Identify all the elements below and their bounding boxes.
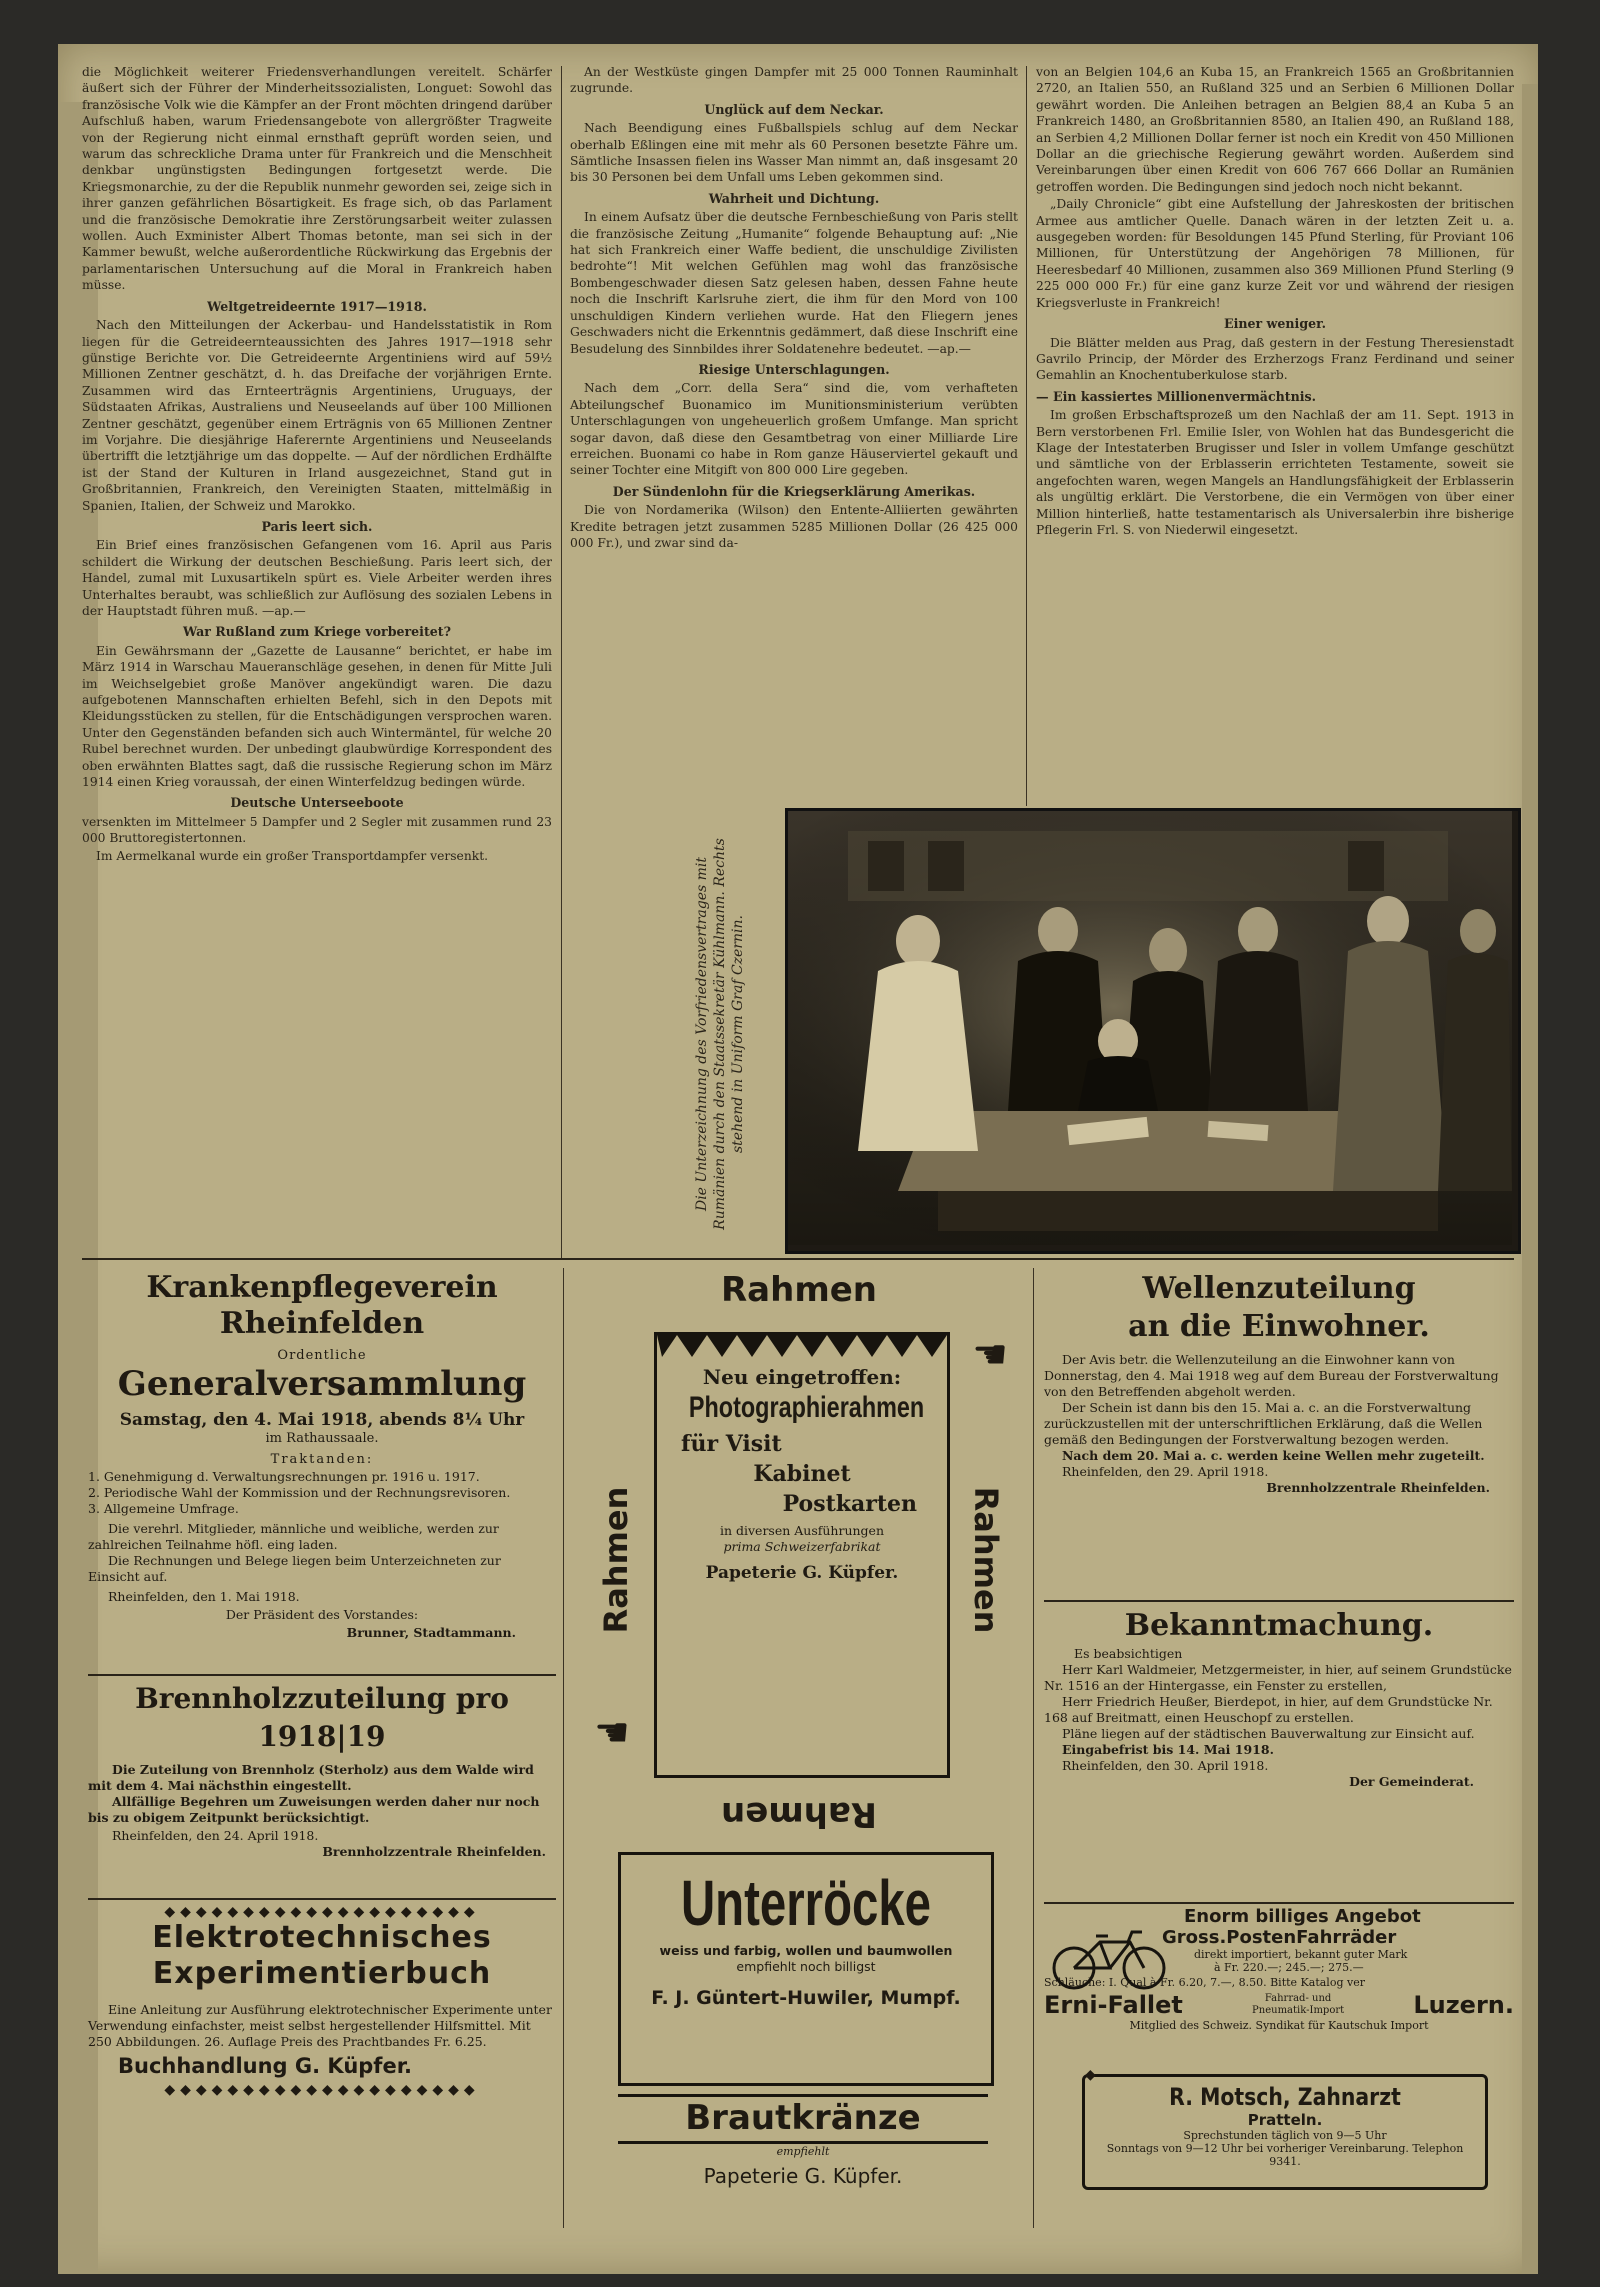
ad-text: à Fr. 220.—; 245.—; 275.— (1214, 1961, 1364, 1974)
ad-shop: Papeterie G. Küpfer. (703, 2164, 903, 2188)
ad-brautkraenze (618, 2094, 988, 2206)
ad-text: Die Zuteilung von Brennholz (Sterholz) aus dem Walde wird mit dem 4. Mai nächsthin eingestellt. (88, 1762, 534, 1793)
photo-caption-text: Die Unterzeichnung des Vorfriedensvertrages mit Rumänien durch den Staatssekretär Kühlmann. Rechts stehend in Uniform Graf Czernin. (694, 838, 746, 1230)
ad-subtitle: Ordentliche (277, 1348, 367, 1363)
article-paragraph: von an Belgien 104,6 an Kuba 15, an Frankreich 1565 an Großbritannien 2720, an Italien 550, an Rußland 325 und an Serbien 6 Millionen Dollar gewährt worden. Die Anleihen betragen an Belgien 88,4 an Kuba 5 an Frankreich 1480, an Großbritannien 8580, an Italien 490, an Rußland 188, an Serbien 4,2 Millionen Dollar ferner ist noch ein Kredit von 450 Millionen Dollar an die griechische Regierung gewährt worden. Außerdem sind Vereinbarungen über einen Kredit von 606 767 666 Dollar an Rumänien getroffen worden. Die Bedingungen sind jedoch noch nicht bekannt. (1036, 65, 1514, 194)
ad-title: Elektrotechnisches (152, 1920, 492, 1955)
section-rule (82, 1258, 1514, 1260)
article-paragraph: Ein Brief eines französischen Gefangenen vom 16. April aus Paris schildert die Wirkung der deutschen Beschießung. Paris leert sich, der Handel, zumal mit Luxusartikeln spürt es. Viele Arbeiter werden ihres Unterhaltes beraubt, was schließlich zur Auflösung des sozialen Lebens in der Hauptstadt führen muß. —ap.— (82, 538, 552, 618)
ad-rahmen-left: Rahmen (597, 1486, 635, 1634)
article-paragraph: Die von Nordamerika (Wilson) den Entente-Alliierten gewährten Kredite betragen jetzt zusammen 5285 Millionen Dollar (26 425 000 000 Fr.), und zwar sind da- (570, 503, 1018, 550)
ad-text: Mitglied des Schweiz. Syndikat für Kautschuk Import (1129, 2019, 1429, 2032)
article-heading: Wahrheit und Dichtung. (708, 190, 880, 206)
ad-dateline: Rheinfelden, den 29. April 1918. (1062, 1464, 1269, 1479)
ad-dateline: Rheinfelden, den 30. April 1918. (1062, 1758, 1269, 1773)
ad-list-item: 2. Periodische Wahl der Kommission und der Rechnungsrevisoren. (88, 1485, 511, 1500)
ad-bekanntmachung (1044, 1606, 1514, 1790)
ad-rahmen-top: Rahmen (720, 1270, 878, 1310)
ad-title: Brennholzzuteilung pro 1918|19 (135, 1682, 509, 1753)
column-rule (561, 66, 562, 1258)
ad-signature: Brennholzzentrale Rheinfelden. (1266, 1480, 1490, 1495)
ad-main-title: Generalversammlung (117, 1364, 527, 1404)
ad-place: im Rathaussaale. (265, 1431, 379, 1446)
ad-text: Pneumatik-Import (1252, 2005, 1345, 2016)
article-heading: — Ein kassiertes Millionenvermächtnis. (1036, 388, 1317, 404)
ad-title: Experimentierbuch (152, 1956, 492, 1991)
ad-rahmen (574, 1270, 1024, 1840)
column-rule (1026, 66, 1027, 806)
article-paragraph: Im Aermelkanal wurde ein großer Transportdampfer versenkt. (96, 848, 489, 863)
article-heading: Unglück auf dem Neckar. (704, 101, 884, 117)
ad-list-item: 1. Genehmigung d. Verwaltungsrechnungen pr. 1916 u. 1917. (88, 1469, 480, 1484)
ad-divider (88, 1674, 556, 1676)
ad-text: empfiehlt (776, 2145, 830, 2158)
ad-title: an die Einwohner. (1128, 1309, 1430, 1344)
ad-dateline: Rheinfelden, den 24. April 1918. (112, 1828, 319, 1843)
ad-signature: Brunner, Stadtammann. (346, 1625, 516, 1640)
newspaper-page (58, 44, 1538, 2274)
ad-fahrraeder (1044, 1906, 1514, 2032)
ad-text: Fahrrad- und (1264, 1993, 1332, 2004)
ad-text: Herr Karl Waldmeier, Metzgermeister, in hier, auf seinem Grundstücke Nr. 1516 an der Hintergasse, ein Fenster zu erstellen, (1044, 1662, 1512, 1693)
ad-text: Kabinet (753, 1461, 851, 1487)
ad-unterroecke (618, 1852, 994, 2086)
article-paragraph: Die Blätter melden aus Prag, daß gestern in der Festung Theresienstadt Gavrilo Princip, der Mörder des Erzherzogs Franz Ferdinand und seiner Gemahlin an Knochentuberkulose starb. (1036, 335, 1514, 383)
ad-dateline: Rheinfelden, den 1. Mai 1918. (108, 1589, 300, 1604)
ad-wellenzuteilung (1044, 1270, 1514, 1496)
ad-text: Postkarten (782, 1491, 917, 1517)
article-paragraph: Nach dem „Corr. della Sera“ sind die, vom verhafteten Abteilungschef Buonamico im Munitionsministerium verübten Unterschlagungen von ungeheuerlich großem Umfange. Man spricht sogar davon, daß diese den Gesamtbetrag von einer Milliarde Lire erreichen. Buonami co habe in Rom ganze Häuserviertel gekauft und seiner Tochter eine Mitgift von 800 000 Lire gegeben. (570, 381, 1018, 478)
ad-brennholz (88, 1680, 556, 1860)
ad-rahmen-right: Rahmen (967, 1486, 1005, 1634)
ad-signature-label: Der Präsident des Vorstandes: (225, 1607, 419, 1622)
column-3 (1036, 64, 1514, 539)
right-binding-strip (1522, 84, 1538, 2274)
ad-text: weiss und farbig, wollen und baumwollen (659, 1943, 953, 1958)
ad-motsch (1082, 2067, 1488, 2190)
photo-caption (670, 814, 770, 1254)
ad-text: Nach dem 20. Mai a. c. werden keine Wellen mehr zugeteilt. (1062, 1448, 1485, 1463)
ad-title: Krankenpflegeverein Rheinfelden (146, 1270, 498, 1341)
ad-text: für Visit (681, 1431, 782, 1457)
zigzag-ornament-icon (657, 1335, 947, 1359)
ad-column-rule (1033, 1268, 1034, 2228)
ad-text: Der Schein ist dann bis den 15. Mai a. c. an die Forstverwaltung zurückzustellen mit der unterschriftlichen Erklärung, daß die Wellen gemäß den Bedingungen der Forstverwaltung bezogen werden. (1044, 1400, 1483, 1447)
ad-ornament: ◆ (1085, 2067, 1096, 2083)
ad-headline: Photographierahmen (688, 1391, 925, 1424)
ad-text: empfiehlt noch billigst (736, 1959, 876, 1974)
ad-shop: Buchhandlung G. Küpfer. (118, 2054, 413, 2078)
ad-text: Die Rechnungen und Belege liegen beim Unterzeichneten zur Einsicht auf. (88, 1553, 501, 1584)
ad-divider (1044, 1600, 1514, 1602)
ad-text: Der Avis betr. die Wellenzuteilung an die Einwohner kann von Donnerstag, den 4. Mai 1918 weg auf dem Bureau der Forstverwaltung von den Betreffenden abgeholt werden. (1044, 1352, 1499, 1399)
ad-text: Schläuche: I. Qual à Fr. 6.20, 7.—, 8.50. Bitte Katalog ver (1044, 1976, 1365, 1989)
ad-list-item: 3. Allgemeine Umfrage. (88, 1501, 239, 1516)
column-1 (82, 64, 552, 865)
ad-rahmen-bottom: Rahmen (720, 1794, 878, 1834)
photo-signing-scene (788, 811, 1512, 1245)
ad-brand: Erni-Fallet (1044, 1991, 1183, 2019)
ad-text: Sonntags von 9—12 Uhr bei vorheriger Vereinbarung. Telephon 9341. (1106, 2142, 1464, 2168)
ad-ornament: ◆◆◆◆◆◆◆◆◆◆◆◆◆◆◆◆◆◆◆◆ (164, 1904, 480, 1920)
article-paragraph: versenkten im Mittelmeer 5 Dampfer und 2 Segler mit zusammen rund 23 000 Bruttoregistertonnen. (82, 814, 552, 846)
ad-title: Brautkränze (618, 2094, 988, 2144)
article-heading: Einer weniger. (1223, 316, 1327, 332)
ad-elektro (88, 1904, 556, 2098)
ad-traktanden-label: Traktanden: (270, 1452, 374, 1467)
ad-text: Enorm billiges Angebot (1184, 1906, 1421, 1927)
ad-text: Herr Friedrich Heußer, Bierdepot, in hier, auf dem Grundstücke Nr. 168 auf Breitmatt, einen Heuschopf zu erstellen. (1044, 1694, 1493, 1725)
pointing-hand-icon: ☚ (972, 1332, 1008, 1378)
article-paragraph: An der Westküste gingen Dampfer mit 25 000 Tonnen Rauminhalt zugrunde. (570, 65, 1018, 96)
ad-signature: Der Gemeinderat. (1349, 1774, 1474, 1789)
ad-column-rule (563, 1268, 564, 2228)
article-heading: Der Sündenlohn für die Kriegserklärung Amerikas. (612, 483, 976, 499)
pointing-hand-icon: ☚ (594, 1710, 630, 1756)
article-paragraph: Nach Beendigung eines Fußballspiels schlug auf dem Neckar oberhalb Eßlingen eine mit mehr als 60 Personen besetzte Fähre um. Sämtliche Insassen fielen ins Wasser Man nimmt an, daß insgesamt 20 bis 30 Personen bei dem Unfall ums Leben gekommen sind. (570, 121, 1018, 185)
article-heading: Deutsche Unterseeboote (230, 795, 404, 811)
article-paragraph: In einem Aufsatz über die deutsche Fernbeschießung von Paris stellt die französische Zeitung „Humanite“ folgende Behauptung auf: „Nie hat sich Frankreich einer Waffe bedient, die unschuldige Zivilisten bedrohte“! Mit welchen Gefühlen mag wohl das französische Bombengeschwader diesen Satz gelesen haben, dessen Fahne heute noch die Inschrift Karlsruhe ziert, die ihm für den Mord von 100 unschuldigen Kindern verliehen wurde. Hat den Fliegern jenes Geschwaders nicht die Erkenntnis gedämmert, daß diese Inschrift eine Besudelung des Sinnbildes ihrer Soldatenehre bedeutet. —ap.— (570, 210, 1018, 356)
article-paragraph: Ein Gewährsmann der „Gazette de Lausanne“ berichtet, er habe im März 1914 in Warschau Maueranschläge gesehen, in denen für Mitte Juli im Weichselgebiet große Manöver angekündigt waren. Die dazu aufgebotenen Mannschaften erhielten Befehl, sich in den Depots mit Kleidungsstücken zu stellen, für die Entschädigungen versprochen waren. Unter den Gegenständen befanden sich auch Wintermäntel, für welche 20 Rubel berechnet wurden. Der unbedingt glaubwürdige Korrespondent des oben erwähnten Blattes sagt, daß die russische Regierung schon im März 1914 einen Krieg voraussah, der einen Winterfeldzug bedingen würde. (82, 643, 552, 790)
article-paragraph: Nach den Mitteilungen der Ackerbau- und Handelsstatistik in Rom liegen für die Getreideernteaussichten des Jahres 1917—1918 sehr günstige Berichte vor. Die Getreideernte Argentiniens wird auf 59½ Millionen Zentner geschätzt, d. h. das Dreifache der vorjährigen Ernte. Zusammen wird das Ernteerträgnis Argentiniens, Uruguays, der Südstaaten Afrikas, Australiens und Neuseelands auf über 100 Millionen Zentner geschätzt, gegenüber einem Erträgnis von 65 Millionen Zentner im Vorjahre. Die diesjährige Haferernte Argentiniens und Neuseelands übertrifft die letztjährige um das doppelte. — Auf der nördlichen Erdhälfte ist der Stand der Kulturen in Irland ausgezeichnet, Stand gut in Großbritannien, Frankreich, den Vereinigten Staaten, mittelmäßig in Spanien, Italien, der Schweiz und Marokko. (82, 318, 552, 513)
ad-date: Samstag, den 4. Mai 1918, abends 8¼ Uhr (119, 1410, 525, 1430)
ad-ornament: ◆◆◆◆◆◆◆◆◆◆◆◆◆◆◆◆◆◆◆◆ (164, 2082, 480, 2098)
bicycle-icon (1050, 1928, 1170, 1992)
ad-title: Wellenzuteilung (1142, 1271, 1416, 1306)
ad-text: Sprechstunden täglich von 9—5 Uhr (1183, 2129, 1387, 2142)
ad-title: Bekanntmachung. (1124, 1608, 1434, 1643)
ad-divider (1044, 1902, 1514, 1904)
news-photo (785, 808, 1521, 1254)
ad-shop: F. J. Güntert-Huwiler, Mumpf. (651, 1987, 961, 2009)
ad-text: Pläne liegen auf der städtischen Bauverwaltung zur Einsicht auf. (1062, 1726, 1475, 1741)
column-2 (570, 64, 1018, 552)
ad-text: Die verehrl. Mitglieder, männliche und weibliche, werden zur zahlreichen Teilnahme höfl. eing laden. (88, 1521, 499, 1552)
article-heading: Paris leert sich. (261, 518, 373, 534)
ad-city: Luzern. (1413, 1991, 1514, 2019)
ad-text: Allfällige Begehren um Zuweisungen werden daher nur noch bis zu obigem Zeitpunkt berücksichtigt. (88, 1794, 540, 1825)
article-heading: Riesige Unterschlagungen. (698, 361, 890, 377)
ad-text: Eingabefrist bis 14. Mai 1918. (1062, 1742, 1274, 1757)
article-heading: Weltgetreideernte 1917—1918. (207, 298, 427, 314)
article-paragraph: Im großen Erbschaftsprozeß um den Nachlaß der am 11. Sept. 1913 in Bern verstorbenen Frl. Emilie Isler, von Wohlen hat das Bundesgericht die Klage der Intestaterben Brugisser und Isler in vollem Umfange geschützt und sämtliche von der Erblasserin errichteten Testamente, soweit sie angefochten waren, wegen Mangels an Handlungsfähigkeit der Erblasserin als ungültig erklärt. Die Verstorbene, die ein Vermögen von über einer Million hinterließ, hatte testamentarisch als Universalerbin ihre bisherige Pflegerin Frl. S. von Niederwil eingesetzt. (1036, 408, 1514, 537)
ad-krankenpflegeverein (88, 1270, 556, 1641)
ad-text: Eine Anleitung zur Ausführung elektrotechnischer Experimente unter Verwendung einfachster, meist selbst hergestellender Hilfsmittel. Mit 250 Abbildungen. 26. Auflage Preis des Prachtbandes Fr. 6.25. (88, 2002, 552, 2049)
ad-text: Neu eingetroffen: (702, 1365, 902, 1389)
ad-title: R. Motsch, Zahnarzt (1169, 2083, 1401, 2111)
ad-divider (88, 1898, 556, 1900)
ad-text: direkt importiert, bekannt guter Mark (1194, 1948, 1408, 1961)
ad-city: Pratteln. (1247, 2111, 1323, 2129)
ad-text: in diversen Ausführungen (719, 1523, 885, 1538)
ad-text: prima Schweizerfabrikat (723, 1539, 881, 1554)
ad-text: Gross.PostenFahrräder (1162, 1927, 1397, 1948)
rahmen-inner-frame (654, 1332, 950, 1778)
ad-shop: Papeterie G. Küpfer. (705, 1563, 899, 1583)
article-heading: War Rußland zum Kriege vorbereitet? (183, 624, 451, 640)
article-paragraph: die Möglichkeit weiterer Friedensverhandlungen vereitelt. Schärfer äußert sich der Führer der Minderheitssozialisten, Longuet: Sowohl das französische Volk wie die Kämpfer an der Front möchten dringend darüber Aufschluß haben, warum Friedensangebote von allergrößter Tragweite von der Regierung nicht einmal ernsthaft geprüft worden seien, und warum das schreckliche Drama unter für Frankreich und die Menschheit denkbar ungünstigsten Bedingungen fortgesetzt werde. Die Kriegsmonarchie, zu der die Republik nunmehr geworden sei, zeige sich in ihrer ganzen gefährlichen Bösartigkeit. Es frage sich, ob das Parlament und die französische Demokratie ihre Zerstörungsarbeit weiter zulassen wollen. Auch Exminister Albert Thomas betonte, man sei sich in der Kammer bewußt, welche außerordentliche Rückwirkung das Ergebnis der parlamentarischen Untersuchung auf die Moral in Frankreich haben müsse. (82, 65, 552, 293)
article-paragraph: „Daily Chronicle“ gibt eine Aufstellung der Jahreskosten der britischen Armee aus amtlicher Quelle. Danach wären in der letzten Zeit u. a. ausgegeben worden: für Besoldungen 145 Pfund Sterling, für Proviant 106 Millionen, für Unterstützung der Angehörigen 78 Millionen, für Heeresbedarf 40 Millionen, zusammen also 369 Millionen Pfund Sterling (9 225 000 000 Fr.) für eine ganz kurze Zeit vor und während der riesigen Kriegsverluste in Frankreich! (1036, 197, 1514, 310)
ad-text: Es beabsichtigen (1074, 1646, 1183, 1661)
ad-title: Unterröcke (680, 1867, 932, 1939)
ad-signature: Brennholzzentrale Rheinfelden. (322, 1844, 546, 1859)
